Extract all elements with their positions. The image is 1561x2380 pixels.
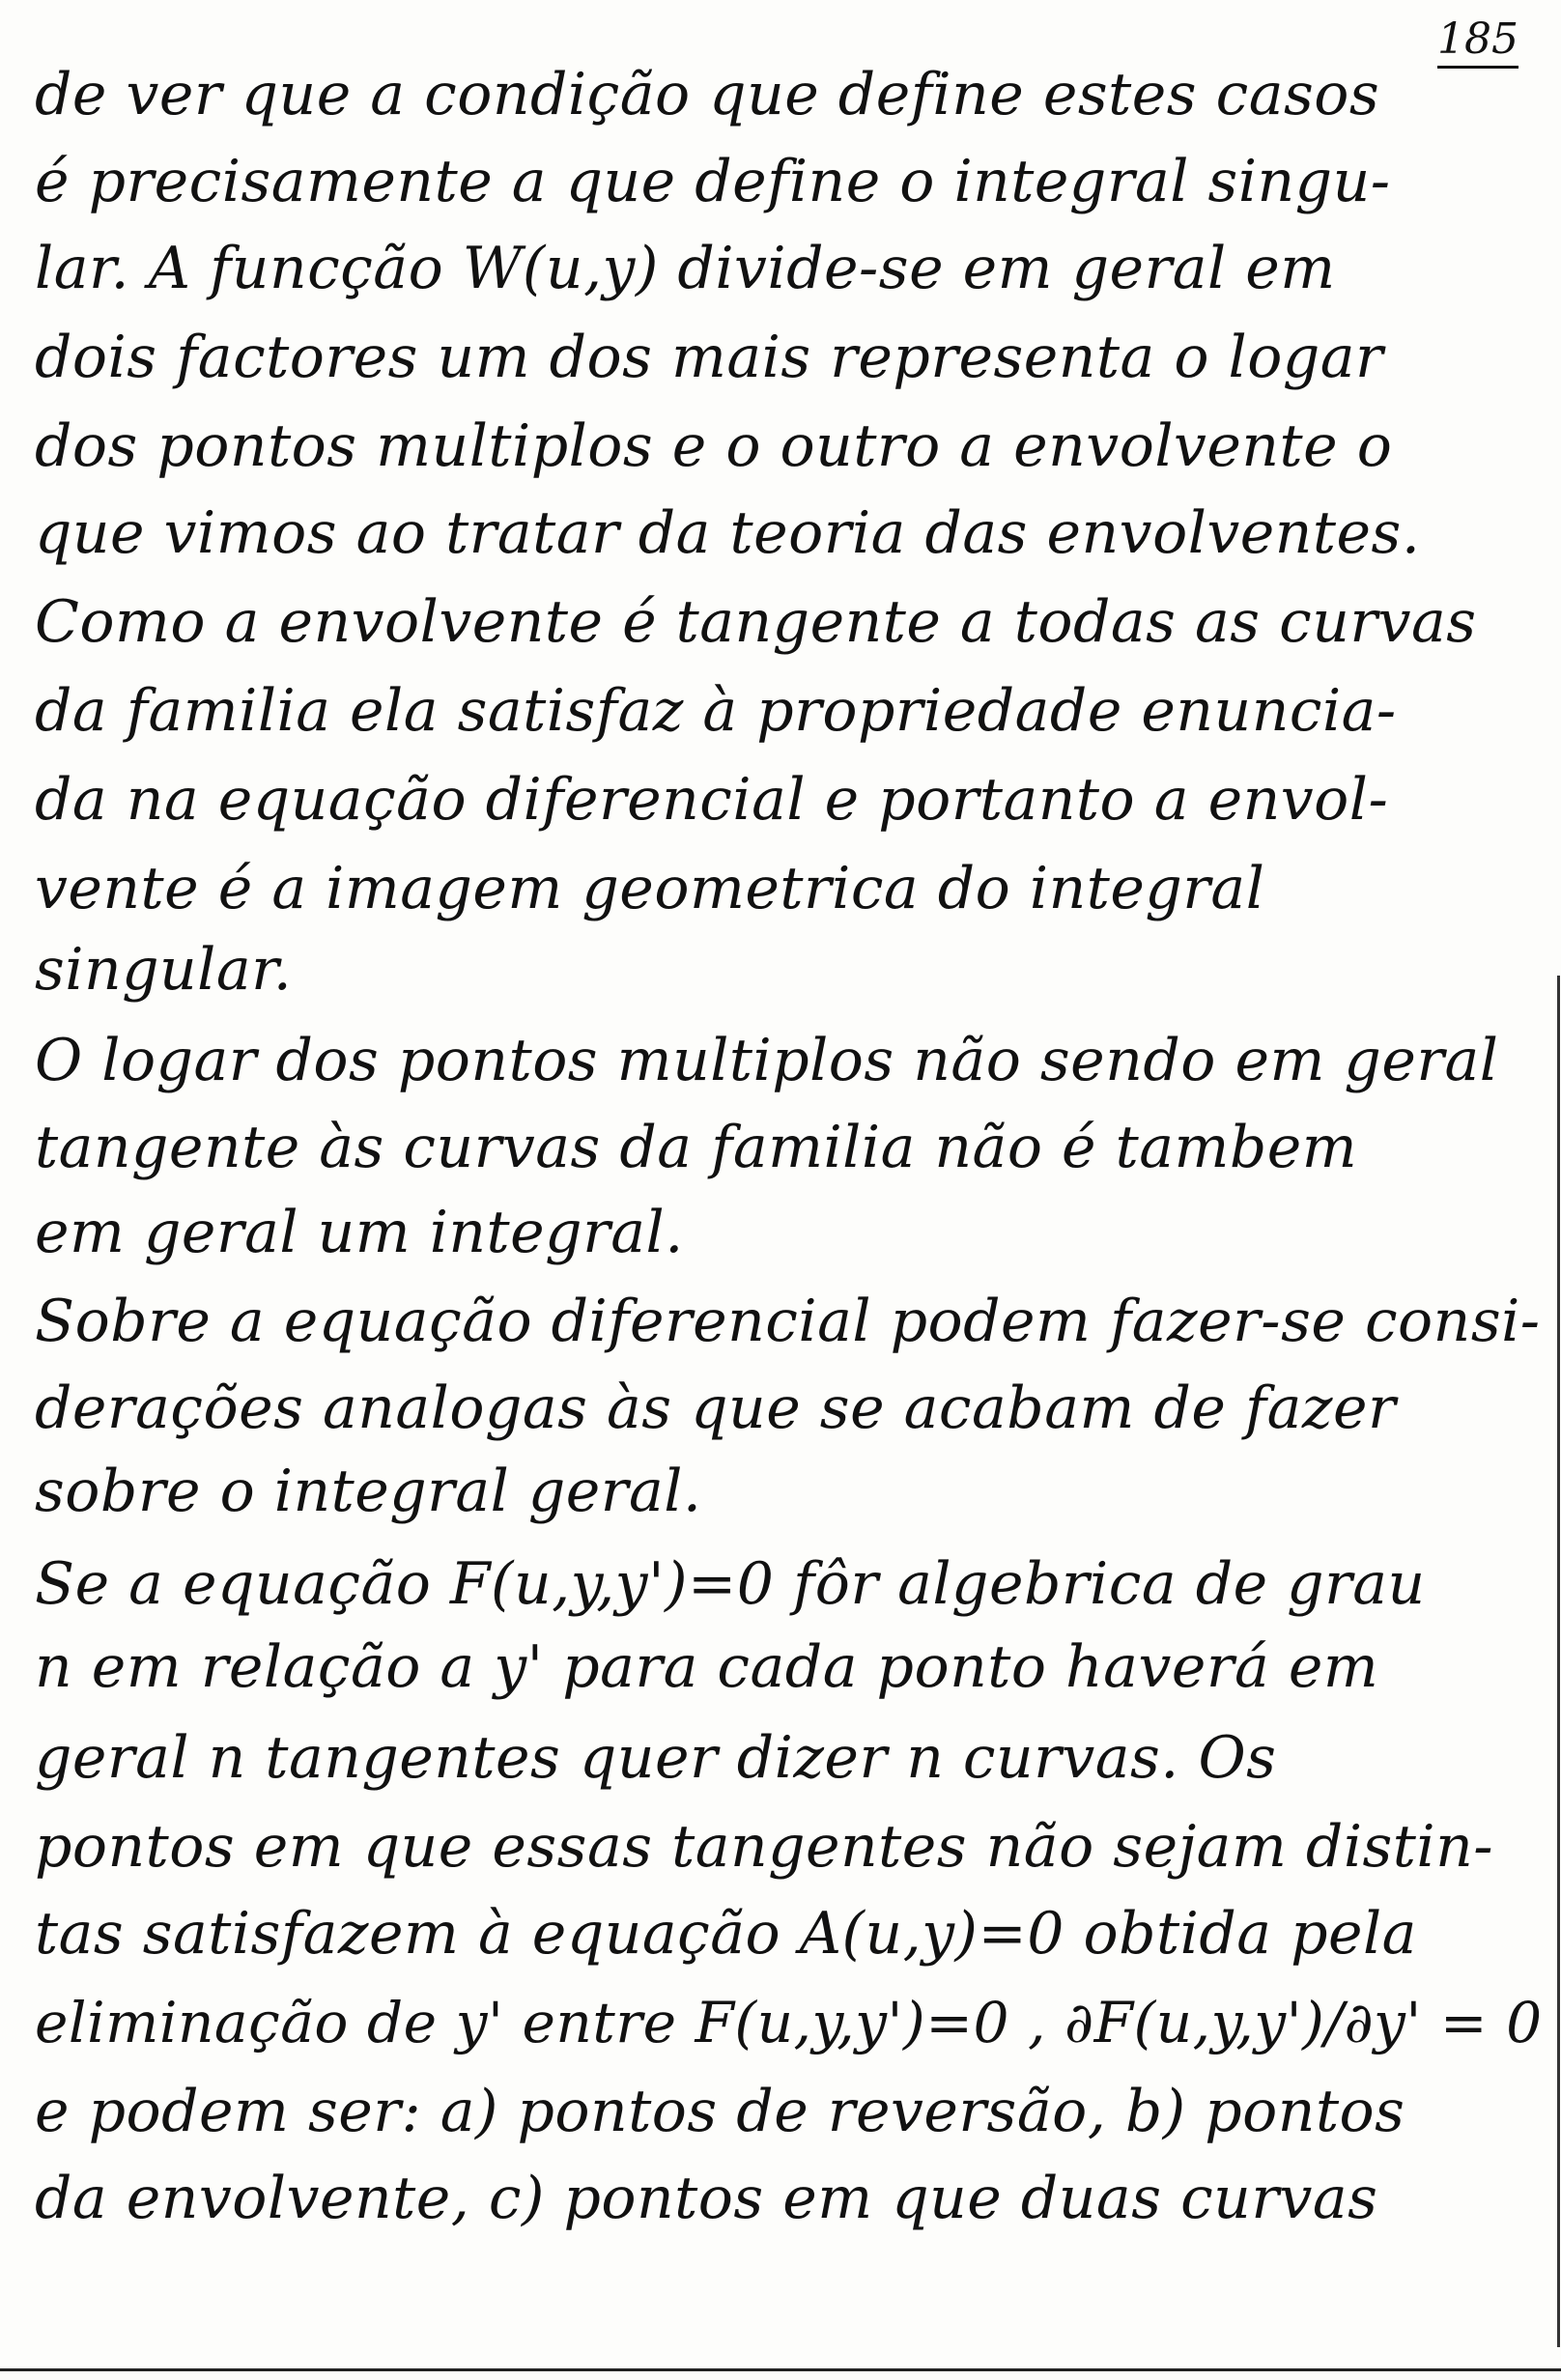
text-line: pontos em que essas tangentes não sejam distin-	[35, 1813, 1494, 1881]
page-edge-bottom	[0, 2368, 1561, 2371]
text-line: sobre o integral geral.	[35, 1458, 702, 1525]
text-line: singular.	[35, 936, 293, 1004]
page-edge-right	[1557, 976, 1560, 2347]
page-number: 185	[1437, 14, 1518, 69]
text-line: O logar dos pontos multiplos não sendo em geral	[35, 1027, 1499, 1094]
text-line: lar. A funcção W(u,y) divide-se em geral em	[35, 235, 1336, 302]
text-line: tangente às curvas da familia não é tambem	[35, 1114, 1358, 1181]
text-line: n em relação a y' para cada ponto haverá em	[35, 1633, 1379, 1701]
text-line: da envolvente, c) pontos em que duas curvas	[35, 2165, 1378, 2232]
text-line: que vimos ao tratar da teoria das envolventes.	[35, 499, 1421, 567]
text-line: em geral um integral.	[35, 1199, 684, 1266]
text-line: da na equação diferencial e portanto a envol-	[35, 766, 1389, 834]
text-line: dos pontos multiplos e o outro a envolvente o	[35, 412, 1393, 480]
text-line: e podem ser: a) pontos de reversão, b) pontos	[35, 2078, 1405, 2145]
text-line: da familia ela satisfaz à propriedade enuncia-	[35, 677, 1397, 745]
text-line: é precisamente a que define o integral singu-	[35, 148, 1391, 215]
text-line: tas satisfazem à equação A(u,y)=0 obtida pela	[35, 1900, 1417, 1968]
text-line: eliminação de y' entre F(u,y,y')=0 , ∂F(u,y,y')/∂y' = 0	[35, 1990, 1543, 2055]
text-line: geral n tangentes quer dizer n curvas. Os	[35, 1724, 1277, 1792]
text-line: de ver que a condição que define estes casos	[35, 61, 1380, 128]
text-line: derações analogas às que se acabam de fazer	[35, 1374, 1397, 1442]
text-line: dois factores um dos mais representa o logar	[35, 324, 1384, 391]
text-line: Sobre a equação diferencial podem fazer-se consi-	[35, 1288, 1541, 1355]
text-line: vente é a imagem geometrica do integral	[35, 855, 1265, 922]
text-line: Como a envolvente é tangente a todas as curvas	[35, 588, 1477, 656]
text-line: Se a equação F(u,y,y')=0 fôr algebrica de grau	[35, 1550, 1426, 1618]
